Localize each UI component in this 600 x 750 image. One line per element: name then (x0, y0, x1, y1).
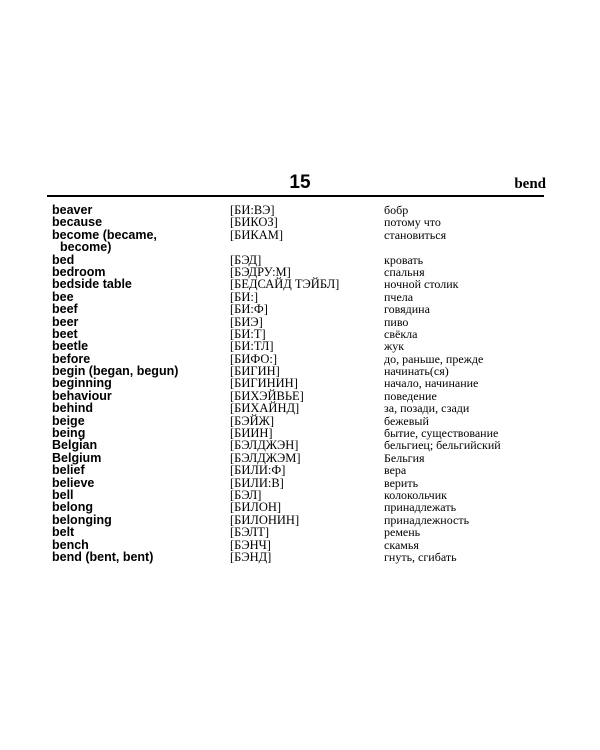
pronunciation: [БЭДРУ:М] (230, 264, 291, 279)
entry-row (0, 316, 600, 328)
pronunciation: [БЭД] (230, 252, 262, 267)
pronunciation: [БИЛИ:Ф] (230, 463, 286, 478)
headword: Belgian (52, 438, 98, 453)
headword: being (52, 426, 86, 441)
entry-row (0, 415, 600, 427)
pronunciation: [БИЛОНИН] (230, 512, 300, 527)
pronunciation: [БЭЛ] (230, 488, 262, 502)
headword: beginning (52, 376, 112, 391)
entry-row (0, 477, 600, 489)
pronunciation: [БИГИНИН] (230, 376, 298, 391)
entry-list (0, 204, 600, 563)
headword: behaviour (52, 388, 112, 403)
entry-row (0, 514, 600, 526)
pronunciation: [БЕДСАЙД ТЭЙБЛ] (230, 277, 340, 292)
pronunciation: [БИКАМ] (230, 227, 284, 242)
entry-row (0, 402, 600, 414)
headword: beetle (52, 339, 89, 354)
headword: Belgium (52, 450, 102, 465)
headword: beef (52, 302, 78, 317)
translation: потому что (384, 215, 441, 230)
headword: before (52, 351, 91, 366)
pronunciation: [БИФО:] (230, 351, 278, 366)
translation: поведение (384, 388, 437, 403)
translation: жук (384, 339, 405, 354)
translation: до, раньше, прежде (384, 351, 484, 366)
pronunciation: [БИИН] (230, 426, 273, 441)
headword: belt (52, 525, 75, 540)
translation: кровать (384, 252, 424, 267)
translation: Бельгия (384, 450, 425, 465)
headword: bedside table (52, 277, 132, 292)
headword: belonging (52, 512, 112, 527)
headword: begin (began, begun) (52, 364, 179, 379)
headword: beaver (52, 203, 93, 217)
entry-row (0, 278, 600, 290)
entry-row (0, 464, 600, 476)
pronunciation: [БЭНД] (230, 549, 272, 564)
translation: ремень (384, 525, 421, 540)
pronunciation: [БИ:Ф] (230, 302, 268, 317)
headword (52, 229, 222, 254)
translation: пиво (384, 314, 409, 329)
translation: становиться (384, 227, 447, 242)
pronunciation: [БИЛОН] (230, 500, 282, 515)
headword: bed (52, 252, 75, 267)
translation: гнуть, сгибать (384, 549, 457, 564)
pronunciation: [БИ:ВЭ] (230, 203, 275, 217)
translation: бельгиец; бельгийский (384, 438, 501, 453)
entry-row (0, 291, 600, 303)
pronunciation: [БЭЙЖ] (230, 413, 274, 428)
translation: начинать(ся) (384, 364, 449, 379)
entry-row (0, 229, 600, 254)
translation: вера (384, 463, 407, 478)
entry-row (0, 501, 600, 513)
headword: believe (52, 475, 95, 490)
pronunciation: [БИ:ТЛ] (230, 339, 274, 354)
translation: начало, начинание (384, 376, 479, 391)
pronunciation: [БИХАЙНД] (230, 401, 300, 416)
pronunciation: [БИ:] (230, 289, 259, 304)
headword: bend (bent, bent) (52, 549, 154, 564)
entry-row (0, 526, 600, 538)
headword: beer (52, 314, 79, 329)
pronunciation: [БЭЛДЖЭН] (230, 438, 299, 453)
pronunciation: [БИЛИ:В] (230, 475, 284, 490)
pronunciation: [БЭЛТ] (230, 525, 270, 540)
pronunciation: [БИГИН] (230, 364, 280, 379)
entry-row (0, 439, 600, 451)
page-number: 15 (289, 172, 311, 193)
translation: ночной столик (384, 277, 459, 292)
translation: бежевый (384, 413, 429, 428)
translation: верить (384, 475, 419, 490)
entry-row (0, 340, 600, 352)
headword-line: become (became, (52, 227, 157, 242)
entry-row (0, 328, 600, 340)
translation: свёкла (384, 326, 418, 341)
pronunciation: [БЭНЧ] (230, 537, 271, 552)
translation: принадлежать (384, 500, 457, 515)
translation: говядина (384, 302, 430, 317)
running-head: bend (514, 176, 546, 192)
translation: спальня (384, 264, 425, 279)
translation: принадлежность (384, 512, 470, 527)
pronunciation: [БЭЛДЖЭМ] (230, 450, 301, 465)
headword: bench (52, 537, 89, 552)
pronunciation: [БИХЭЙВЬЕ] (230, 388, 304, 403)
headword: bell (52, 488, 74, 502)
headword: beet (52, 326, 78, 341)
translation: за, позади, сзади (384, 401, 470, 416)
pronunciation: [БИЭ] (230, 314, 263, 329)
pronunciation: [БИ:Т] (230, 326, 266, 341)
translation: колокольчик (384, 488, 447, 502)
headword: beige (52, 413, 85, 428)
headword: bee (52, 289, 74, 304)
entry-row (0, 551, 600, 563)
headword: belief (52, 463, 85, 478)
entry-row (0, 303, 600, 315)
entry-row (0, 452, 600, 464)
headword: belong (52, 500, 93, 515)
pronunciation: [БИКОЗ] (230, 215, 278, 230)
translation: бытие, существование (384, 426, 499, 441)
headword: bedroom (52, 264, 106, 279)
headword-continuation: become) (60, 240, 112, 255)
header-rule (47, 195, 544, 197)
translation: бобр (384, 203, 409, 217)
translation: пчела (384, 289, 414, 304)
headword: because (52, 215, 103, 230)
translation: скамья (384, 537, 419, 552)
headword: behind (52, 401, 93, 416)
